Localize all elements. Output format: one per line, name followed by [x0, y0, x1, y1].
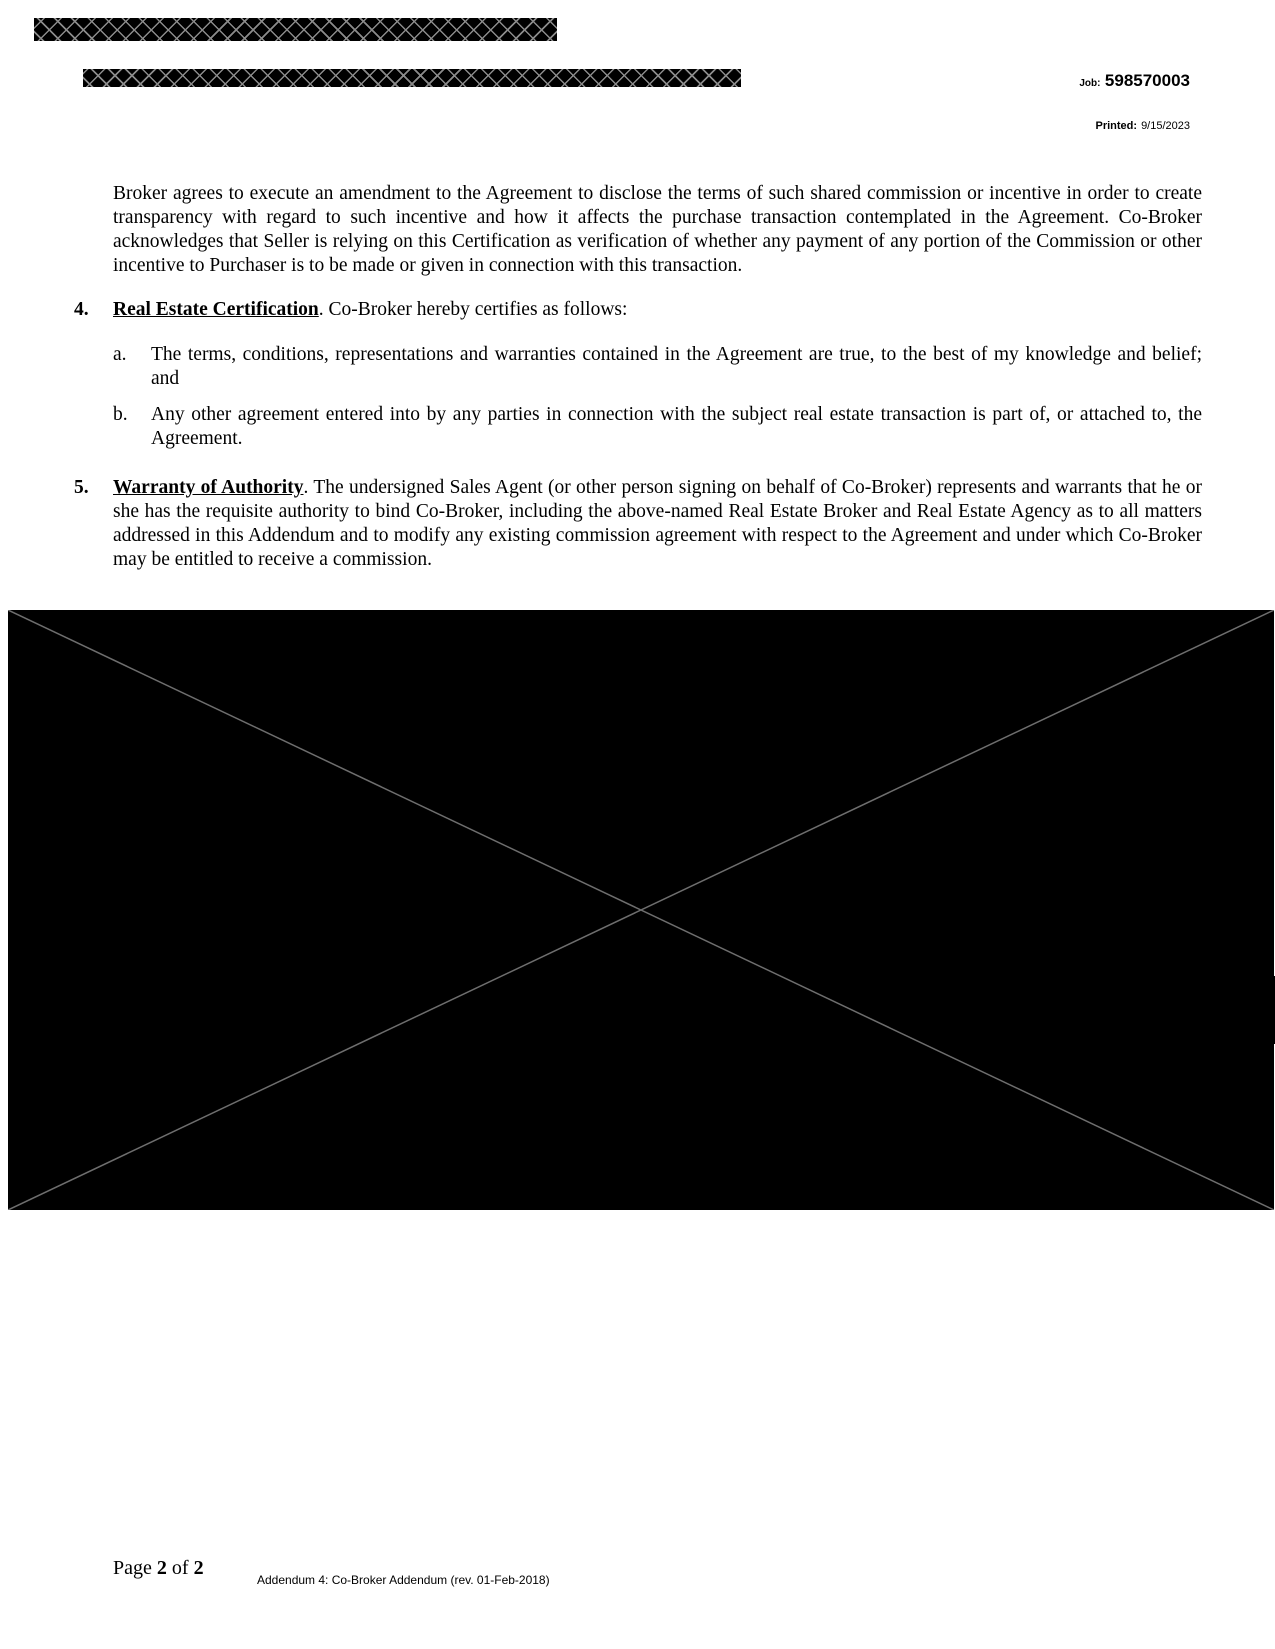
section-4	[74, 298, 1202, 322]
section-title: Warranty of Authority	[113, 477, 304, 498]
redacted-signature-block	[8, 610, 1274, 1210]
job-value: 598570003	[1104, 71, 1190, 90]
section-number: 5.	[74, 477, 89, 498]
section-title: Real Estate Certification	[113, 299, 319, 320]
page-number	[113, 1557, 204, 1580]
page-of: of	[171, 1557, 189, 1579]
item-letter: a.	[113, 344, 127, 365]
job-label: Job:	[1079, 78, 1101, 89]
printed-value: 9/15/2023	[1141, 120, 1190, 132]
section-text: . The undersigned Sales Agent (or other person signing on behalf of Co-Broker) represents and warrants that he or she has the requisite authority to bind Co-Broker, including the above-named Real Estate Broker and Real Estate Agency as to all matters addressed in this Addendum and to modify any existing commission agreement with respect to the Agreement and under which Co-Broker may be entitled to receive a commission.	[113, 477, 1202, 570]
page-word: Page	[113, 1557, 152, 1579]
footer-document-title: Addendum 4: Co-Broker Addendum (rev. 01-Feb-2018)	[257, 1573, 550, 1587]
list-item	[113, 343, 1202, 391]
section-number: 4.	[74, 299, 89, 320]
redacted-header-line-2	[83, 69, 741, 87]
redaction-cross	[8, 610, 1274, 1210]
printed-label: Printed:	[1095, 120, 1138, 132]
continued-paragraph: Broker agrees to execute an amendment to the Agreement to disclose the terms of such shared commission or incentive in order to create transparency with regard to such incentive and how it affects the purchase transaction contemplated in the Agreement. Co-Broker acknowledges that Seller is relying on this Certification as verification of whether any payment of any portion of the Commission or other incentive to Purchaser is to be made or given in connection with this transaction.	[113, 183, 1202, 276]
page-total: 2	[193, 1557, 204, 1579]
item-letter: b.	[113, 404, 128, 425]
section-intro: . Co-Broker hereby certifies as follows:	[318, 299, 628, 320]
redacted-header-line-1	[34, 18, 557, 41]
printed-date	[1096, 120, 1191, 132]
list-item	[113, 403, 1202, 451]
item-text: Any other agreement entered into by any parties in connection with the subject real estate transaction is part of, or attached to, the Agreement.	[151, 404, 1202, 449]
section-5	[74, 476, 1202, 572]
job-number	[1079, 71, 1190, 91]
page-current: 2	[156, 1557, 167, 1579]
item-text: The terms, conditions, representations and warranties contained in the Agreement are true, to the best of my knowledge and belief; and	[151, 344, 1202, 389]
